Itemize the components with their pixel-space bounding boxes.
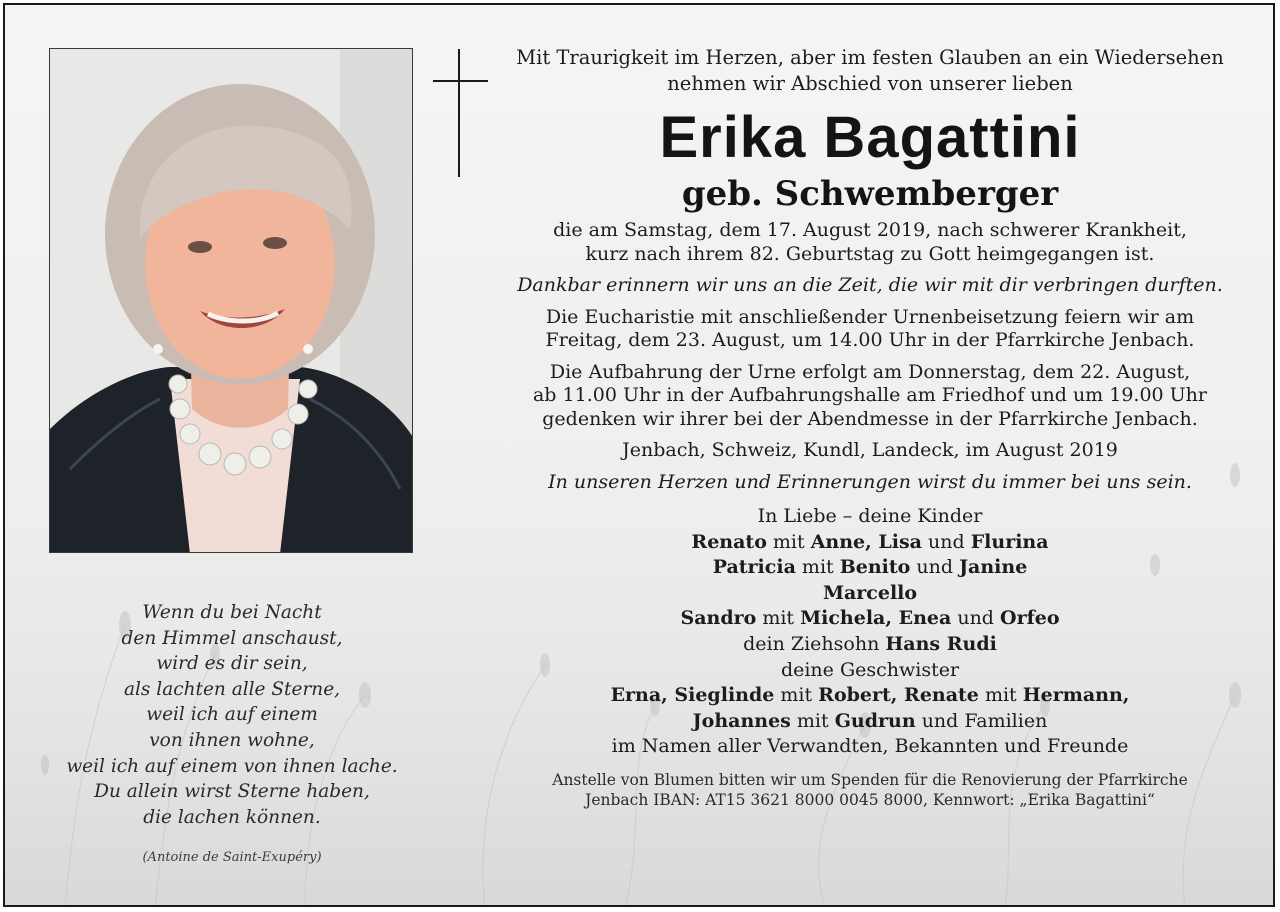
family-connector: mit: [790, 709, 835, 732]
family-line-hans-rudi: [495, 632, 1245, 658]
poem-line: Du allein wirst Sterne haben,: [94, 781, 370, 803]
poem-line: von ihnen wohne,: [149, 729, 315, 751]
family-name: Hans Rudi: [885, 632, 997, 655]
poem: [25, 600, 439, 830]
family-name: Erna, Sieglinde: [610, 684, 775, 707]
obituary-card: [3, 3, 1275, 907]
family-connector: dein Ziehsohn: [743, 632, 886, 655]
maiden-name: geb. Schwemberger: [681, 174, 1059, 214]
death-notice-line-1: die am Samstag, dem 17. August 2019, nach schwerer Krankheit,: [553, 219, 1187, 241]
family-connector: und: [951, 607, 1001, 630]
family-connector: mit: [774, 684, 819, 707]
service-line-1: Die Eucharistie mit anschließender Urnenbeisetzung feiern wir am: [545, 305, 1195, 328]
poem-line: weil ich auf einem von ihnen lache.: [66, 755, 398, 777]
family-line-siblings-2: [495, 709, 1245, 735]
family-line-renato: [495, 530, 1245, 556]
family-name: Johannes: [692, 709, 791, 732]
portrait-photo: [49, 48, 413, 553]
family-line-sandro: [495, 606, 1245, 632]
gratitude-line: Dankbar erinnern wir uns an die Zeit, die wir mit dir verbringen durften.: [517, 274, 1223, 296]
family-intro: In Liebe – deine Kinder: [757, 505, 983, 527]
portrait-illustration: [50, 49, 413, 553]
family-connector: mit: [978, 684, 1023, 707]
death-notice-line-2: kurz nach ihrem 82. Geburtstag zu Gott heimgegangen ist.: [585, 242, 1155, 265]
family-line-patricia: [495, 555, 1245, 581]
family-name: Robert, Renate: [818, 684, 979, 707]
poem-line: weil ich auf einem: [146, 704, 318, 726]
family-name: Michela, Enea: [800, 607, 952, 630]
family-name: Orfeo: [1000, 607, 1060, 630]
donation-line-2: Jenbach IBAN: AT15 3621 8000 0045 8000, Kennwort: „Erika Bagattini“: [585, 790, 1155, 809]
family-name: Sandro: [680, 607, 757, 630]
family-name: Renato: [691, 530, 767, 553]
poem-line: Wenn du bei Nacht: [142, 602, 322, 623]
family-connector: mit: [756, 607, 801, 630]
poem-author: (Antoine de Saint-Exupéry): [142, 850, 322, 865]
intro-line-1: Mit Traurigkeit im Herzen, aber im festen Glauben an ein Wiedersehen: [516, 46, 1224, 69]
family-connector: und: [910, 556, 960, 579]
donation-line-1: Anstelle von Blumen bitten wir um Spenden für die Renovierung der Pfarrkirche: [552, 770, 1188, 789]
family-name: Hermann,: [1022, 684, 1130, 707]
family-name: Anne, Lisa: [810, 530, 922, 553]
place-date-line: Jenbach, Schweiz, Kundl, Landeck, im August 2019: [622, 439, 1118, 461]
service-line-2: Freitag, dem 23. August, um 14.00 Uhr in der Pfarrkirche Jenbach.: [545, 329, 1195, 351]
family-connector: mit: [766, 530, 811, 553]
family-siblings-intro: deine Geschwister: [780, 658, 960, 681]
family-line-marcello: [495, 581, 1245, 607]
deceased-name: Erika Bagattini: [659, 105, 1081, 170]
family-connector: mit: [795, 556, 840, 579]
viewing-line-3: gedenken wir ihrer bei der Abendmesse in der Pfarrkirche Jenbach.: [542, 407, 1198, 430]
family-name: Patricia: [712, 556, 796, 579]
cross-icon: [433, 49, 488, 177]
family-name: Gudrun: [834, 709, 916, 732]
poem-line: den Himmel anschaust,: [121, 627, 343, 649]
family-connector: und Familien: [915, 709, 1048, 732]
family-name: Janine: [959, 556, 1028, 579]
remembrance-line: In unseren Herzen und Erinnerungen wirst du immer bei uns sein.: [548, 470, 1192, 493]
family-name: Benito: [839, 556, 911, 579]
viewing-line-2: ab 11.00 Uhr in der Aufbahrungshalle am Friedhof und um 19.00 Uhr: [532, 384, 1208, 406]
family-closing: im Namen aller Verwandten, Bekannten und Freunde: [611, 735, 1129, 758]
poem-line: wird es dir sein,: [156, 653, 308, 675]
family-connector: und: [921, 530, 971, 553]
family-name: Marcello: [822, 581, 918, 604]
intro-line-2: nehmen wir Abschied von unserer lieben: [667, 72, 1073, 95]
family-line-siblings-1: [495, 683, 1245, 709]
family-name: Flurina: [970, 530, 1049, 553]
viewing-line-1: Die Aufbahrung der Urne erfolgt am Donnerstag, dem 22. August,: [549, 360, 1191, 383]
poem-line: als lachten alle Sterne,: [123, 678, 341, 700]
poem-line: die lachen können.: [143, 806, 321, 828]
family-list: [495, 504, 1245, 760]
obituary-text: [495, 45, 1245, 810]
